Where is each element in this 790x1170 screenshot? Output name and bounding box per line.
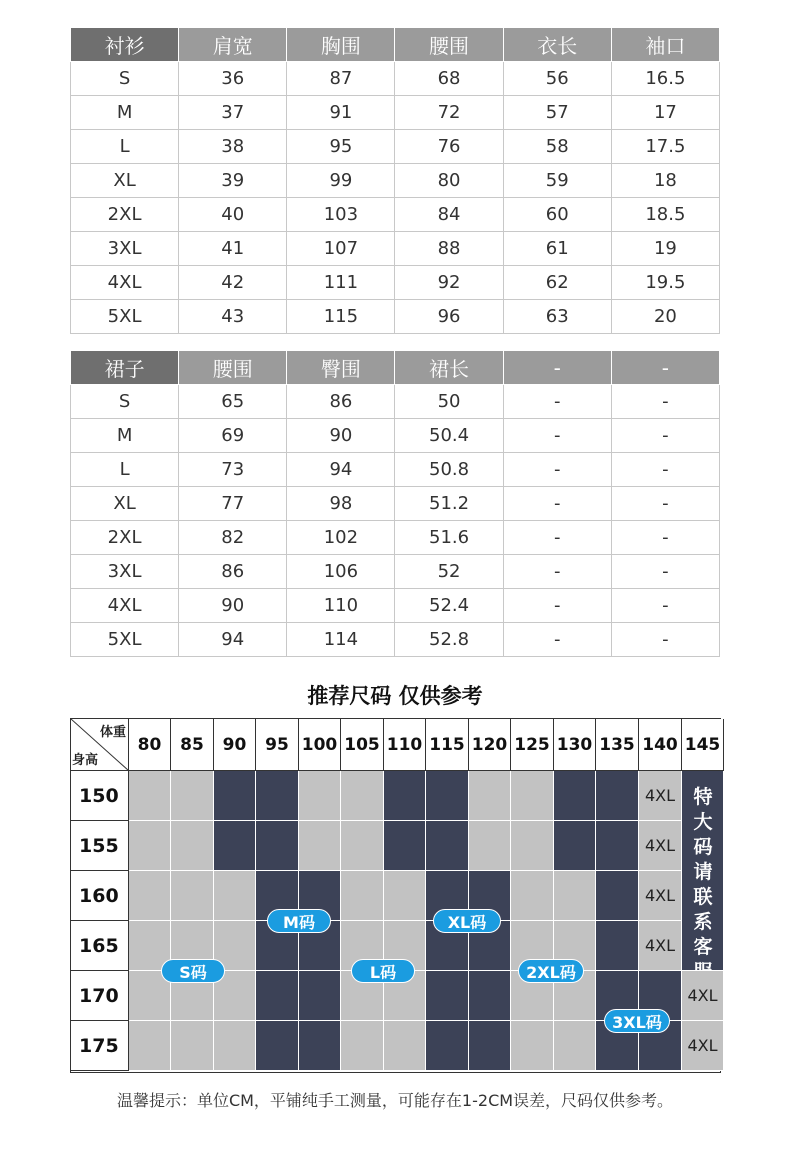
size-grid-cell	[256, 971, 299, 1021]
size-grid-cell	[596, 921, 639, 971]
size-grid-cell: 4XL	[639, 771, 682, 821]
size-grid-cell	[341, 1021, 384, 1071]
table-cell: 18	[611, 164, 719, 198]
size-grid-cell	[171, 771, 214, 821]
size-grid-cell	[256, 771, 299, 821]
skirt-table-row	[71, 453, 720, 487]
size-grid-cell	[341, 771, 384, 821]
table-cell: 52.4	[395, 589, 503, 623]
size-grid-cell	[469, 821, 511, 871]
table-cell: 82	[179, 521, 287, 555]
table-cell: -	[611, 555, 719, 589]
size-grid-cell	[511, 771, 554, 821]
table-cell: 102	[287, 521, 395, 555]
size-grid-cell	[469, 771, 511, 821]
table-cell: 96	[395, 300, 503, 334]
table-cell: 19.5	[611, 266, 719, 300]
table-cell: 95	[287, 130, 395, 164]
table-cell: 99	[287, 164, 395, 198]
table-cell: 59	[503, 164, 611, 198]
skirt-header-cell: -	[611, 351, 719, 385]
size-grid-cell	[299, 771, 341, 821]
table-cell: XL	[71, 164, 179, 198]
skirt-header-cell: 裙长	[395, 351, 503, 385]
table-cell: 73	[179, 453, 287, 487]
table-cell: XL	[71, 487, 179, 521]
weight-header-cell: 135	[596, 719, 639, 771]
weight-header-cell: 95	[256, 719, 299, 771]
size-grid-cell	[214, 771, 256, 821]
table-cell: -	[611, 521, 719, 555]
shirt-table-row	[71, 198, 720, 232]
table-cell: 41	[179, 232, 287, 266]
skirt-header-cell: -	[503, 351, 611, 385]
table-cell: 94	[287, 453, 395, 487]
skirt-size-table	[70, 350, 720, 657]
weight-header-cell: 130	[554, 719, 596, 771]
table-cell: -	[503, 453, 611, 487]
size-grid-cell	[256, 1021, 299, 1071]
table-cell: L	[71, 130, 179, 164]
table-cell: 60	[503, 198, 611, 232]
table-cell: -	[503, 487, 611, 521]
size-grid-cell: 4XL	[639, 821, 682, 871]
size-grid-cell	[426, 771, 469, 821]
size-grid-cell	[511, 871, 554, 921]
table-cell: -	[503, 623, 611, 657]
table-cell: 92	[395, 266, 503, 300]
size-grid-cell	[129, 1021, 171, 1071]
table-cell: 52.8	[395, 623, 503, 657]
table-cell: -	[611, 385, 719, 419]
shirt-table-row	[71, 62, 720, 96]
size-grid-cell	[214, 1021, 256, 1071]
table-cell: 18.5	[611, 198, 719, 232]
grid-corner-cell	[71, 719, 129, 771]
weight-header-cell: 115	[426, 719, 469, 771]
size-grid-cell	[511, 1021, 554, 1071]
table-cell: -	[503, 521, 611, 555]
shirt-header-cell: 肩宽	[179, 28, 287, 62]
shirt-table-row	[71, 266, 720, 300]
size-grid-cell	[511, 821, 554, 871]
size-grid-cell	[426, 1021, 469, 1071]
table-cell: 103	[287, 198, 395, 232]
height-header-cell: 160	[71, 871, 129, 921]
height-header-cell: 155	[71, 821, 129, 871]
table-cell: L	[71, 453, 179, 487]
table-cell: -	[611, 487, 719, 521]
table-cell: 94	[179, 623, 287, 657]
size-grid-cell	[129, 821, 171, 871]
table-cell: 63	[503, 300, 611, 334]
table-cell: 77	[179, 487, 287, 521]
size-grid-cell	[384, 771, 426, 821]
table-cell: 84	[395, 198, 503, 232]
shirt-size-table	[70, 27, 720, 334]
skirt-table-row	[71, 555, 720, 589]
recommend-title: 推荐尺码 仅供参考	[307, 684, 483, 708]
size-grid-cell	[384, 1021, 426, 1071]
table-cell: 51.6	[395, 521, 503, 555]
skirt-header-cell: 腰围	[179, 351, 287, 385]
table-cell: 5XL	[71, 300, 179, 334]
table-cell: 17.5	[611, 130, 719, 164]
table-cell: 61	[503, 232, 611, 266]
table-cell: -	[503, 589, 611, 623]
size-grid-cell	[596, 821, 639, 871]
xl-size-pill: XL码	[433, 909, 501, 933]
shirt-table-header	[71, 28, 720, 62]
corner-height-label: 身高	[72, 753, 99, 768]
table-cell: 98	[287, 487, 395, 521]
table-cell: -	[503, 419, 611, 453]
size-grid-cell	[426, 971, 469, 1021]
size-grid-cell	[596, 871, 639, 921]
size-grid-cell	[384, 821, 426, 871]
table-cell: 20	[611, 300, 719, 334]
shirt-header-cell: 胸围	[287, 28, 395, 62]
table-cell: 115	[287, 300, 395, 334]
skirt-table-row	[71, 385, 720, 419]
table-cell: 2XL	[71, 521, 179, 555]
table-cell: 5XL	[71, 623, 179, 657]
table-cell: 36	[179, 62, 287, 96]
table-cell: 51.2	[395, 487, 503, 521]
table-cell: 62	[503, 266, 611, 300]
skirt-table-row	[71, 589, 720, 623]
size-grid-cell: 4XL	[639, 871, 682, 921]
table-cell: 38	[179, 130, 287, 164]
table-cell: 37	[179, 96, 287, 130]
3xl-size-pill: 3XL码	[604, 1009, 670, 1033]
table-cell: 52	[395, 555, 503, 589]
table-cell: 90	[287, 419, 395, 453]
weight-header-cell: 140	[639, 719, 682, 771]
size-grid-cell	[171, 821, 214, 871]
size-grid-cell	[299, 821, 341, 871]
table-cell: 17	[611, 96, 719, 130]
shirt-header-cell: 衬衫	[71, 28, 179, 62]
skirt-table-row	[71, 521, 720, 555]
table-cell: -	[611, 453, 719, 487]
table-cell: 40	[179, 198, 287, 232]
footer-note: 温馨提示：单位CM，平铺纯手工测量，可能存在1-2CM误差，尺码仅供参考。	[116, 1091, 674, 1110]
table-cell: 4XL	[71, 266, 179, 300]
table-cell: 3XL	[71, 555, 179, 589]
corner-weight-label: 体重	[99, 725, 126, 740]
table-cell: 50.4	[395, 419, 503, 453]
table-cell: 3XL	[71, 232, 179, 266]
table-cell: 57	[503, 96, 611, 130]
weight-header-cell: 80	[129, 719, 171, 771]
size-grid-cell	[171, 871, 214, 921]
m-size-pill: M码	[267, 909, 331, 933]
table-cell: 107	[287, 232, 395, 266]
skirt-table-row	[71, 419, 720, 453]
size-grid-cell	[129, 871, 171, 921]
height-header-cell: 150	[71, 771, 129, 821]
table-cell: 80	[395, 164, 503, 198]
table-cell: 39	[179, 164, 287, 198]
table-cell: 114	[287, 623, 395, 657]
table-cell: M	[71, 96, 179, 130]
size-grid-cell	[299, 971, 341, 1021]
size-grid-cell	[341, 821, 384, 871]
size-grid-cell: 4XL	[682, 1021, 724, 1071]
table-cell: 72	[395, 96, 503, 130]
size-grid-cell	[384, 871, 426, 921]
size-grid-cell: 4XL	[639, 921, 682, 971]
table-cell: 76	[395, 130, 503, 164]
table-cell: S	[71, 62, 179, 96]
table-cell: S	[71, 385, 179, 419]
shirt-header-cell: 袖口	[611, 28, 719, 62]
size-grid-cell	[554, 771, 596, 821]
skirt-table-header	[71, 351, 720, 385]
weight-header-cell: 85	[171, 719, 214, 771]
table-cell: 86	[287, 385, 395, 419]
size-grid-cell	[256, 821, 299, 871]
table-cell: -	[503, 555, 611, 589]
size-grid-cell	[469, 1021, 511, 1071]
table-cell: 88	[395, 232, 503, 266]
size-grid-cell	[214, 871, 256, 921]
size-grid-cell	[341, 871, 384, 921]
shirt-header-cell: 腰围	[395, 28, 503, 62]
table-cell: 90	[179, 589, 287, 623]
table-cell: 43	[179, 300, 287, 334]
size-grid-cell	[554, 871, 596, 921]
skirt-table-row	[71, 623, 720, 657]
table-cell: 91	[287, 96, 395, 130]
table-cell: -	[503, 385, 611, 419]
table-cell: 110	[287, 589, 395, 623]
height-header-cell: 175	[71, 1021, 129, 1071]
height-header-cell: 170	[71, 971, 129, 1021]
table-cell: 56	[503, 62, 611, 96]
table-cell: 2XL	[71, 198, 179, 232]
size-grid-cell	[299, 1021, 341, 1071]
size-grid-cell: 4XL	[682, 971, 724, 1021]
size-grid-cell	[596, 771, 639, 821]
table-cell: 16.5	[611, 62, 719, 96]
size-grid-cell	[214, 821, 256, 871]
weight-header-cell: 105	[341, 719, 384, 771]
table-cell: 65	[179, 385, 287, 419]
skirt-header-cell: 裙子	[71, 351, 179, 385]
shirt-table-row	[71, 164, 720, 198]
table-cell: 19	[611, 232, 719, 266]
shirt-table-row	[71, 96, 720, 130]
size-grid-cell	[171, 1021, 214, 1071]
table-cell: 106	[287, 555, 395, 589]
skirt-table-row	[71, 487, 720, 521]
2xl-size-pill: 2XL码	[518, 959, 584, 983]
table-cell: 4XL	[71, 589, 179, 623]
table-cell: 58	[503, 130, 611, 164]
size-grid-cell	[129, 771, 171, 821]
table-cell: 42	[179, 266, 287, 300]
l-size-pill: L码	[351, 959, 415, 983]
size-grid-cell	[469, 971, 511, 1021]
table-cell: M	[71, 419, 179, 453]
table-cell: 68	[395, 62, 503, 96]
weight-header-cell: 125	[511, 719, 554, 771]
table-cell: 111	[287, 266, 395, 300]
table-cell: -	[611, 623, 719, 657]
table-cell: 86	[179, 555, 287, 589]
table-cell: -	[611, 589, 719, 623]
size-grid-cell	[426, 821, 469, 871]
weight-header-cell: 90	[214, 719, 256, 771]
weight-header-cell: 120	[469, 719, 511, 771]
size-grid-cell	[554, 1021, 596, 1071]
table-cell: -	[611, 419, 719, 453]
shirt-table-row	[71, 232, 720, 266]
table-cell: 87	[287, 62, 395, 96]
size-grid-cell	[554, 821, 596, 871]
size-recommend-grid	[70, 718, 721, 1073]
weight-header-cell: 145	[682, 719, 724, 771]
table-cell: 50	[395, 385, 503, 419]
shirt-header-cell: 衣长	[503, 28, 611, 62]
contact-service-note: 特大码请联系客	[693, 786, 713, 958]
shirt-table-row	[71, 300, 720, 334]
table-cell: 50.8	[395, 453, 503, 487]
weight-header-cell: 110	[384, 719, 426, 771]
shirt-table-row	[71, 130, 720, 164]
weight-header-cell: 100	[299, 719, 341, 771]
height-header-cell: 165	[71, 921, 129, 971]
s-size-pill: S码	[161, 959, 225, 983]
skirt-header-cell: 臀围	[287, 351, 395, 385]
table-cell: 69	[179, 419, 287, 453]
